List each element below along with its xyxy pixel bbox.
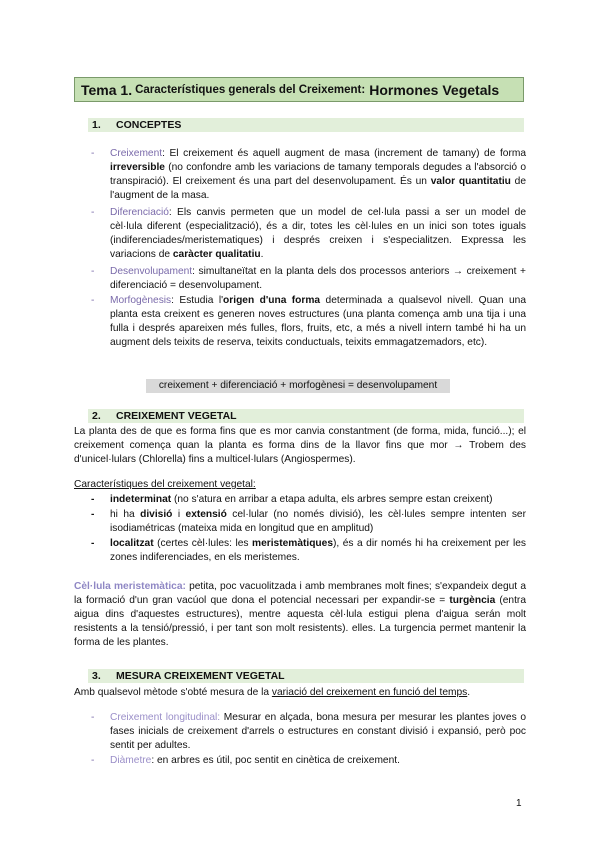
concept-creixement: Creixement: El creixement és aquell augment de masa (increment de tamany) de forma irreversible (no confondre amb les variacions de tamany temporals degudes a l'absorció o transpiració). El creixement és una part del desenvolupament. És un valor quantitatiu de l'augment de la masa. (110, 148, 526, 201)
characteristic-item: localitzat (certes cèl·lules: les meristemàtiques), és a dir només hi ha creixement per les zones indiferenciades, en els meristemes. (110, 538, 526, 563)
section-label: MESURA CREIXEMENT VEGETAL (116, 670, 285, 682)
section-number: 1. (92, 119, 101, 131)
term-desenvolupament: Desenvolupament (110, 266, 193, 277)
bullet-dash: - (91, 509, 95, 520)
term-creixement-longitudinal: Creixement longitudinal: (110, 712, 221, 723)
bullet-dash: - (91, 148, 95, 159)
characteristic-item: hi ha divisió i extensió cel·lular (no només divisió), les cèl·lules sempre intenten ser isodiamétricas (mateixa mida en longitud que en amplitud) (110, 509, 526, 534)
mesura-intro: Amb qualsevol mètode s'obté mesura de la variació del creixement en funció del temps. (74, 687, 471, 698)
bullet-dash: - (91, 207, 95, 218)
section-label: CONCEPTES (116, 119, 182, 131)
section-number: 3. (92, 670, 101, 682)
concept-diferenciacio: Diferenciació: Els canvis permeten que un model de cel·lula passi a ser un model de cèl·lula diferent (especialització), és a dir, totes les cèl·lules en un inici son totes iguals (indiferenciades/meristematiques) i després creixen i s'especialitzen. Expressa les variacions de caràcter qualitatiu. (110, 207, 526, 260)
characteristic-item: indeterminat (no s'atura en arribar a etapa adulta, els arbres sempre estan creixent) (110, 494, 493, 505)
bullet-dash: - (91, 712, 95, 723)
title-topic-number: Tema 1. (81, 81, 133, 98)
bullet-dash: - (91, 494, 95, 505)
title-main: Hormones Vegetals (369, 81, 500, 98)
section-heading-creixement-vegetal (88, 409, 524, 423)
term-meristem-cell: Cèl·lula meristemàtica: (74, 581, 186, 592)
bullet-dash: - (91, 755, 95, 766)
mesura-diametre: Diàmetre: en arbres es útil, poc sentit en cinètica de creixement. (110, 755, 400, 766)
formula-box: creixement + diferenciació + morfogènesi = desenvolupament (146, 379, 450, 393)
characteristics-title: Característiques del creixement vegetal: (74, 479, 256, 490)
term-morfogenesi: Morfogènesis (110, 295, 172, 306)
page-title (74, 77, 524, 102)
bullet-dash: - (91, 295, 95, 306)
section-label: CREIXEMENT VEGETAL (116, 410, 237, 422)
bullet-dash: - (91, 266, 95, 277)
concept-morfogenesi: Morfogènesis: Estudia l'origen d'una forma determinada a qualsevol nivell. Quan una planta esta creixent es generen noves estructures (una planta comença amb una tija i una fulla i després apareixen més fulles, flors, fruits, etc, a més a nivell intern també hi ha un augment dels teixits de reserva, teixits conductuals, teixits emmagatzemadors, etc). (110, 295, 526, 348)
section-heading-mesura (88, 669, 524, 683)
bullet-dash: - (91, 538, 95, 549)
page-number: 1 (516, 798, 522, 809)
term-creixement: Creixement (110, 148, 163, 159)
meristem-cell-paragraph: Cèl·lula meristemàtica: petita, poc vacuolitzada i amb membranes molt fines; s'expandeix degut a la formació d'un gran vacúol que dona el potencial necessari per expandir-se = turgència (entra aigua dins d'aquestes estructures), mentre aquesta cèl·lula estigui plena d'aigua serán molt resistents a la tensió/pressió, i per tant son molt resistents). elles. La turgencia permet mantenir la forma de les plantes. (74, 581, 526, 648)
term-diferenciacio: Diferenciació (110, 207, 169, 218)
creixement-vegetal-intro: La planta des de que es forma fins que es mor canvia constantment (de forma, mida, funció...); el creixement comença quan la planta es forma dins de la llavor fins que mor → Trobem des d'unicel·lulars (Chlorella) fins a multicel·lulars (Angiospermes). (74, 426, 526, 465)
section-heading-conceptes (88, 118, 524, 132)
section-number: 2. (92, 410, 101, 422)
title-subtitle: Característiques generals del Creixement: (135, 83, 366, 96)
concept-desenvolupament: Desenvolupament: simultaneïtat en la planta dels dos processos anteriors → creixement + diferenciació = desenvolupament. (110, 266, 526, 291)
term-diametre: Diàmetre (110, 755, 152, 766)
mesura-longitudinal: Creixement longitudinal: Mesurar en alçada, bona mesura per mesurar les plantes joves o fases inicials de creixement d'arrels o estructures en constant divisió i expansió, però poc sentit per adultes. (110, 712, 526, 751)
